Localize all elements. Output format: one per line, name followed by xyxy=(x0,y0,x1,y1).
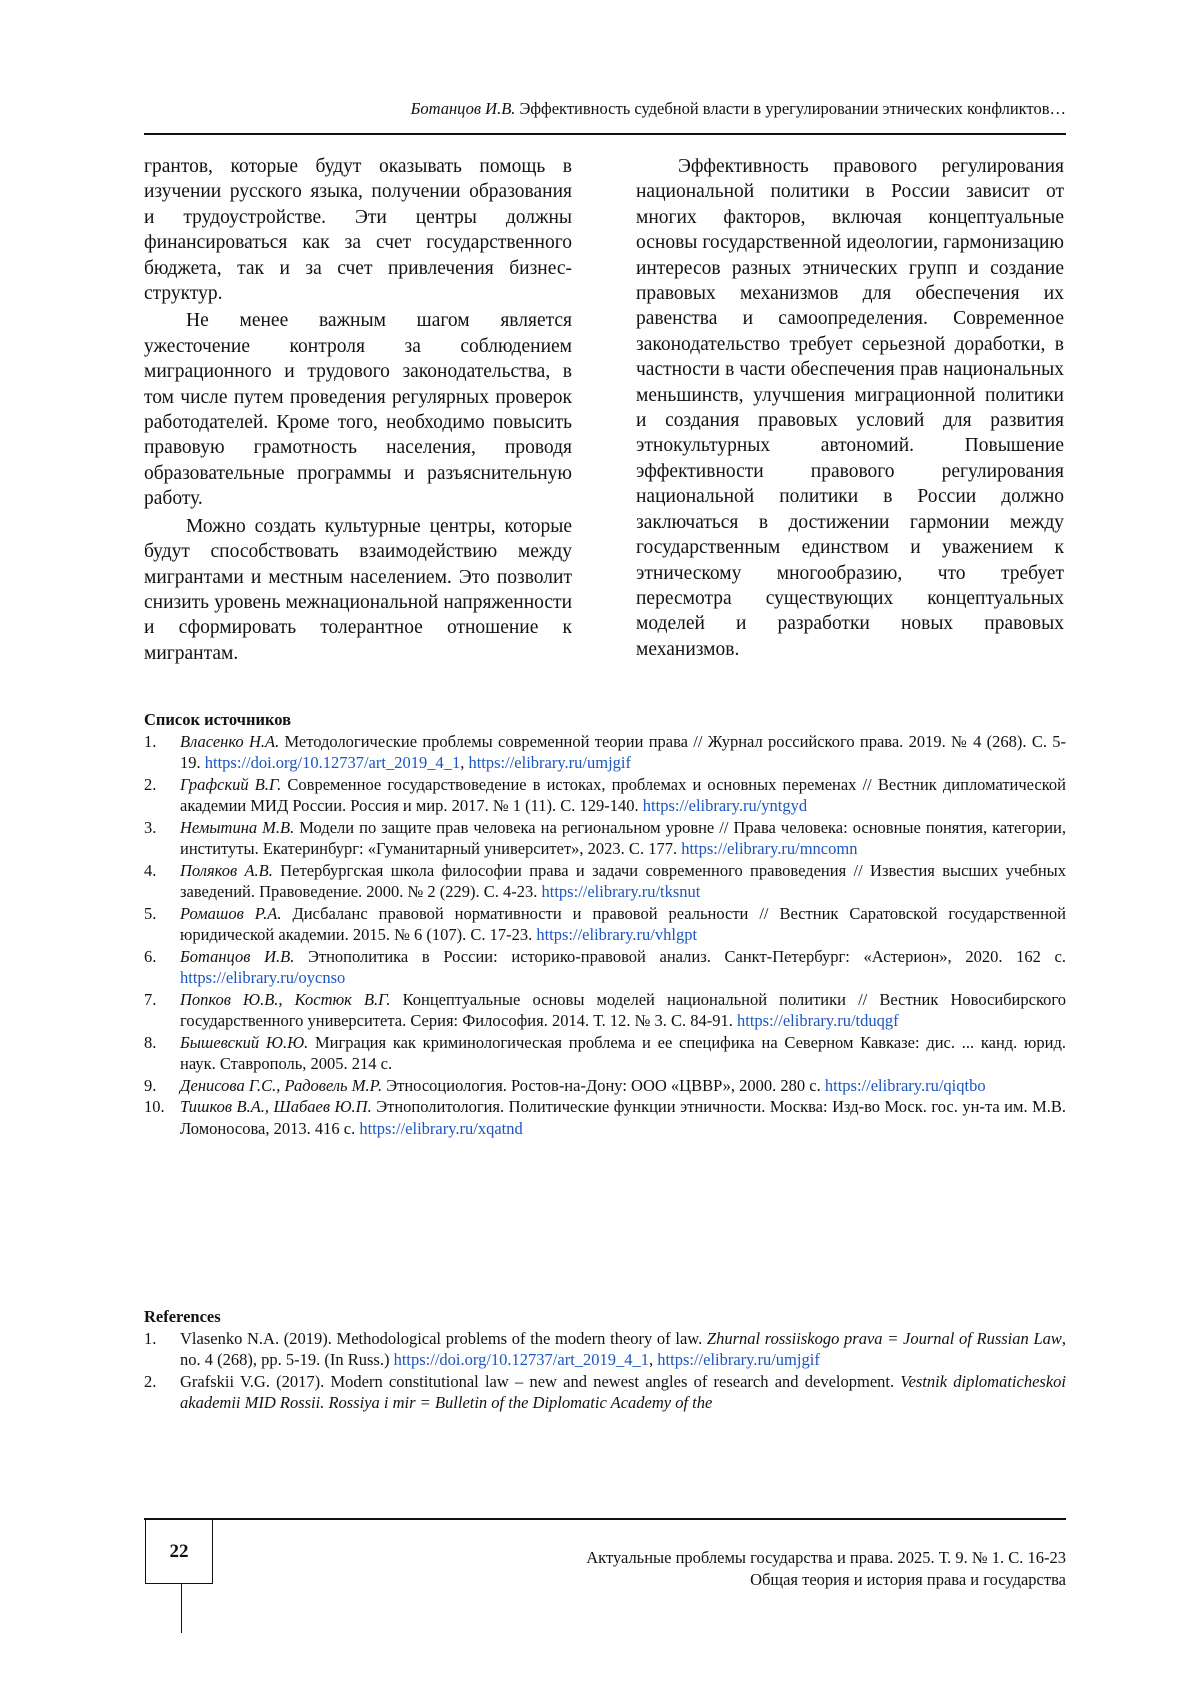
source-number: 9. xyxy=(144,1075,157,1095)
reference-link[interactable]: https://elibrary.ru/umjgif xyxy=(657,1350,820,1369)
source-link[interactable]: https://elibrary.ru/tduqgf xyxy=(737,1011,899,1030)
references-list xyxy=(144,1328,1066,1414)
reference-number: 2. xyxy=(144,1371,157,1391)
source-link[interactable]: https://elibrary.ru/vhlgpt xyxy=(536,925,698,944)
journal-citation: Актуальные проблемы государства и права. 2025. Т. 9. № 1. С. 16-23 xyxy=(586,1548,1066,1567)
source-text: Этносоциология. Ростов-на-Дону: ООО «ЦВВР», 2000. 280 с. xyxy=(382,1075,825,1095)
body-column-right xyxy=(636,154,1064,662)
source-number: 8. xyxy=(144,1032,157,1052)
references-section xyxy=(144,1306,1066,1414)
running-head-author: Ботанцов И.В. xyxy=(410,99,516,118)
reference-text: , no. 4 (268), pp. 5-19. (In Russ.) xyxy=(180,1328,1066,1369)
source-number: 7. xyxy=(144,989,157,1009)
source-number: 1. xyxy=(144,731,157,751)
source-number: 10. xyxy=(144,1097,165,1116)
source-item xyxy=(144,989,1066,1032)
source-link[interactable]: https://elibrary.ru/oycnso xyxy=(180,968,346,987)
source-number: 4. xyxy=(144,860,157,880)
body-paragraph: Эффективность правового регулирования национальной политики в России зависит от многих факторов, включая концептуальные основы государственной идеологии, гармонизацию интересов разных этнических групп и создание правовых механизмов для обеспечения их равенства и самоопределения. Современное законодательство требует серьезной доработки, в частности в части обеспечения прав национальных меньшинств, улучшения миграционной политики и создания правовых условий для развития этнокультурных автономий. Повышение эффективности правового регулирования национальной политики в России должно заключаться в достижении гармонии между государственным единством и уважением к этническому многообразию, что требует пересмотра существующих концептуальных моделей и разработки новых правовых механизмов. xyxy=(636,156,1064,660)
source-link[interactable]: https://elibrary.ru/qiqtbo xyxy=(824,1075,986,1095)
source-link[interactable]: https://elibrary.ru/umjgif xyxy=(468,753,631,772)
source-authors: Власенко Н.А. xyxy=(180,731,280,751)
sources-list xyxy=(144,731,1066,1140)
source-item xyxy=(144,860,1066,903)
source-number: 6. xyxy=(144,946,157,966)
reference-item xyxy=(144,1328,1066,1371)
source-authors: Графский В.Г. xyxy=(180,774,282,794)
journal-info xyxy=(500,1547,1066,1591)
source-text: Концептуальные основы моделей национальной политики // Вестник Новосибирского государственного университета. Серия: Философия. 2014. Т. 12. № 3. С. 84-91. xyxy=(180,989,1066,1030)
journal-section: Общая теория и история права и государства xyxy=(750,1570,1066,1589)
footer-rule xyxy=(144,1518,1066,1520)
source-item xyxy=(144,817,1066,860)
source-link[interactable]: https://doi.org/10.12737/art_2019_4_1 xyxy=(204,753,461,772)
source-link[interactable]: https://elibrary.ru/mncomn xyxy=(681,839,858,858)
source-number: 3. xyxy=(144,817,157,837)
sources-section xyxy=(144,709,1066,1139)
reference-text: Vlasenko N.A. (2019). Methodological problems of the modern theory of law. xyxy=(180,1328,707,1348)
source-text: Методологические проблемы современной теории права // Журнал российского права. 2019. № 4 (268). С. 5-19. xyxy=(180,731,1066,772)
source-authors: Ромашов Р.А. xyxy=(180,903,282,923)
source-authors: Тишков В.А., Шабаев Ю.П. xyxy=(180,1097,372,1116)
source-authors: Немытина М.В. xyxy=(180,817,295,837)
source-text: Миграция как криминологическая проблема и ее специфика на Северном Кавказе: дис. ... канд. юрид. наук. Ставрополь, 2005. 214 с. xyxy=(180,1032,1066,1073)
source-text: Дисбаланс правовой нормативности и правовой реальности // Вестник Саратовской государственной юридической академии. 2015. № 6 (107). С. 17-23. xyxy=(180,903,1066,944)
source-item xyxy=(144,1096,1066,1139)
source-authors: Денисова Г.С., Радовель М.Р. xyxy=(180,1075,383,1095)
body-column-left xyxy=(144,154,572,666)
body-paragraph: Не менее важным шагом является ужесточение контроля за соблюдением миграционного и трудового законодательства, в том числе путем проведения регулярных проверок работодателей. Кроме того, необходимо повысить правовую грамотность населения, проводя образовательные программы и разъяснительную работу. xyxy=(144,310,572,510)
source-link[interactable]: https://elibrary.ru/tksnut xyxy=(541,882,701,901)
source-authors: Бышевский Ю.Ю. xyxy=(180,1032,309,1052)
source-item xyxy=(144,946,1066,989)
source-link[interactable]: https://elibrary.ru/yntgyd xyxy=(642,796,808,815)
sources-title: Список источников xyxy=(144,710,292,729)
source-text: Этнополитология. Политические функции этничности. Москва: Изд-во Моск. гос. ун-та им. М.В. Ломоносова, 2013. 416 с. xyxy=(180,1097,1066,1138)
references-title: References xyxy=(144,1307,221,1326)
source-item xyxy=(144,1032,1066,1075)
source-item xyxy=(144,1075,1066,1097)
reference-item xyxy=(144,1371,1066,1414)
source-authors: Ботанцов И.В. xyxy=(180,946,295,966)
source-authors: Поляков А.В. xyxy=(180,860,273,880)
running-head xyxy=(144,98,1066,120)
body-paragraph: грантов, которые будут оказывать помощь в изучении русского языка, получении образования и трудоустройстве. Эти центры должны финансироваться как за счет государственного бюджета, так и за счет привлечения бизнес-структур. xyxy=(144,156,572,305)
reference-journal: Zhurnal rossiiskogo prava = Journal of Russian Law xyxy=(706,1328,1062,1348)
header-rule xyxy=(144,133,1066,135)
reference-separator: , xyxy=(649,1350,658,1369)
source-text: Современное государствоведение в истоках, проблемах и основных переменах // Вестник дипломатической академии МИД России. Россия и мир. 2017. № 1 (11). С. 129-140. xyxy=(180,774,1066,815)
reference-journal: Vestnik diplomaticheskoi akademii MID Rossii. Rossiya i mir = Bulletin of the Diplomatic Academy of the xyxy=(180,1371,1066,1412)
reference-number: 1. xyxy=(144,1328,157,1348)
source-link[interactable]: https://elibrary.ru/xqatnd xyxy=(359,1118,523,1138)
reference-text: Grafskii V.G. (2017). Modern constitutional law – new and newest angles of research and development. xyxy=(180,1371,901,1391)
source-item xyxy=(144,774,1066,817)
source-number: 5. xyxy=(144,903,157,923)
source-item xyxy=(144,731,1066,774)
source-text: Модели по защите прав человека на региональном уровне // Права человека: основные понятия, категории, институты. Екатеринбург: «Гуманитарный университет», 2023. С. 177. xyxy=(180,817,1066,858)
reference-link[interactable]: https://doi.org/10.12737/art_2019_4_1 xyxy=(393,1350,650,1369)
source-item xyxy=(144,903,1066,946)
page-number-tail xyxy=(181,1584,182,1633)
source-text: Петербургская школа философии права и задачи современного правоведения // Известия высших учебных заведений. Правоведение. 2000. № 2 (229). С. 4-23. xyxy=(180,860,1067,901)
source-number: 2. xyxy=(144,774,157,794)
page-number: 22 xyxy=(145,1520,213,1584)
source-authors: Попков Ю.В., Костюк В.Г. xyxy=(180,989,391,1009)
source-separator: , xyxy=(460,753,469,772)
body-paragraph: Можно создать культурные центры, которые будут способствовать взаимодействию между мигрантами и местным населением. Это позволит снизить уровень межнациональной напряженности и сформировать толерантное отношение к мигрантам. xyxy=(144,515,572,664)
source-text: Этнополитика в России: историко-правовой анализ. Санкт-Петербург: «Астерион», 2020. 162 с. xyxy=(294,946,1066,966)
running-head-title: Эффективность судебной власти в урегулировании этнических конфликтов… xyxy=(519,99,1066,118)
